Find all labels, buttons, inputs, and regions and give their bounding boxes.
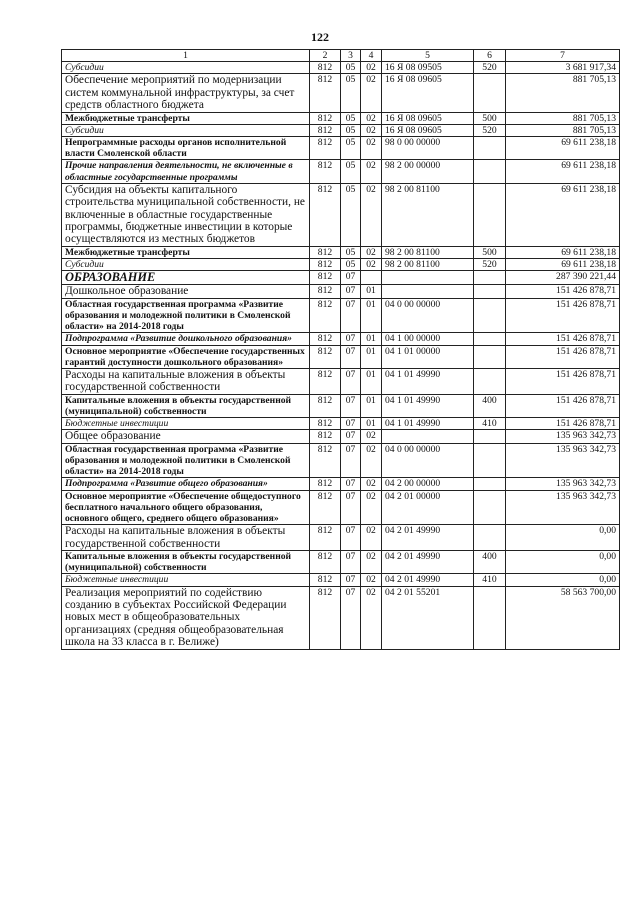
header-col-7: 7 <box>506 50 620 62</box>
row-expense-type <box>474 443 506 478</box>
row-ministry-code: 812 <box>310 285 341 298</box>
row-target-article: 04 2 01 55201 <box>382 586 474 649</box>
row-subsection-code: 02 <box>361 443 382 478</box>
row-section-code: 07 <box>341 345 361 368</box>
row-amount: 69 611 238,18 <box>506 246 620 258</box>
row-subsection-code: 02 <box>361 525 382 551</box>
row-amount: 151 426 878,71 <box>506 368 620 394</box>
row-expense-type: 410 <box>474 574 506 586</box>
row-subsection-code: 02 <box>361 183 382 246</box>
row-description: Прочие направления деятельности, не включенные в областные государственные программы <box>62 160 310 183</box>
row-subsection-code: 02 <box>361 586 382 649</box>
row-subsection-code <box>361 271 382 285</box>
row-description: Непрограммные расходы органов исполнительной власти Смоленской области <box>62 137 310 160</box>
row-section-code: 07 <box>341 574 361 586</box>
row-expense-type: 520 <box>474 62 506 74</box>
row-ministry-code: 812 <box>310 586 341 649</box>
table-row <box>62 586 620 649</box>
row-subsection-code: 01 <box>361 418 382 430</box>
row-target-article: 04 1 01 49990 <box>382 394 474 417</box>
table-row <box>62 137 620 160</box>
row-amount: 881 705,13 <box>506 124 620 136</box>
table-row <box>62 271 620 285</box>
row-section-code: 07 <box>341 285 361 298</box>
row-target-article: 04 2 01 00000 <box>382 490 474 525</box>
row-target-article: 98 0 00 00000 <box>382 137 474 160</box>
row-target-article: 04 0 00 00000 <box>382 443 474 478</box>
row-description: Бюджетные инвестиции <box>62 418 310 430</box>
row-description: Областная государственная программа «Развитие образования и молодежной политики в Смоленской области» на 2014-2018 годы <box>62 298 310 333</box>
row-amount: 69 611 238,18 <box>506 137 620 160</box>
row-ministry-code: 812 <box>310 74 341 112</box>
row-target-article: 04 1 00 00000 <box>382 333 474 345</box>
row-subsection-code: 02 <box>361 574 382 586</box>
row-expense-type: 500 <box>474 246 506 258</box>
row-description: Подпрограмма «Развитие общего образования» <box>62 478 310 490</box>
row-description: Расходы на капитальные вложения в объекты государственной собственности <box>62 525 310 551</box>
row-ministry-code: 812 <box>310 490 341 525</box>
row-subsection-code: 01 <box>361 285 382 298</box>
row-section-code: 07 <box>341 394 361 417</box>
row-subsection-code: 02 <box>361 62 382 74</box>
row-amount: 151 426 878,71 <box>506 418 620 430</box>
row-subsection-code: 02 <box>361 137 382 160</box>
row-target-article: 04 2 01 49990 <box>382 525 474 551</box>
row-ministry-code: 812 <box>310 160 341 183</box>
table-row <box>62 124 620 136</box>
row-ministry-code: 812 <box>310 443 341 478</box>
row-description: Дошкольное образование <box>62 285 310 298</box>
row-description: Областная государственная программа «Развитие образования и молодежной политики в Смоленской области» на 2014-2018 годы <box>62 443 310 478</box>
row-description: Общее образование <box>62 430 310 443</box>
table-row <box>62 160 620 183</box>
row-subsection-code: 02 <box>361 74 382 112</box>
row-subsection-code: 01 <box>361 345 382 368</box>
row-expense-type <box>474 478 506 490</box>
header-col-2: 2 <box>310 50 341 62</box>
row-ministry-code: 812 <box>310 368 341 394</box>
row-section-code: 05 <box>341 183 361 246</box>
row-ministry-code: 812 <box>310 112 341 124</box>
row-section-code: 05 <box>341 112 361 124</box>
row-expense-type <box>474 345 506 368</box>
table-row <box>62 74 620 112</box>
row-section-code: 07 <box>341 298 361 333</box>
row-target-article: 98 2 00 81100 <box>382 246 474 258</box>
row-ministry-code: 812 <box>310 333 341 345</box>
header-col-4: 4 <box>361 50 382 62</box>
row-ministry-code: 812 <box>310 271 341 285</box>
table-row <box>62 394 620 417</box>
row-subsection-code: 02 <box>361 160 382 183</box>
row-amount: 151 426 878,71 <box>506 333 620 345</box>
row-section-code: 07 <box>341 271 361 285</box>
row-expense-type: 520 <box>474 124 506 136</box>
table-row <box>62 112 620 124</box>
row-amount: 0,00 <box>506 525 620 551</box>
row-section-code: 05 <box>341 62 361 74</box>
table-row <box>62 259 620 271</box>
table-row <box>62 368 620 394</box>
row-amount: 3 681 917,34 <box>506 62 620 74</box>
row-subsection-code: 01 <box>361 333 382 345</box>
budget-table <box>61 49 620 650</box>
row-ministry-code: 812 <box>310 574 341 586</box>
row-target-article <box>382 271 474 285</box>
header-col-1: 1 <box>62 50 310 62</box>
row-ministry-code: 812 <box>310 345 341 368</box>
table-row <box>62 418 620 430</box>
row-description: Межбюджетные трансферты <box>62 112 310 124</box>
table-row <box>62 490 620 525</box>
table-row <box>62 246 620 258</box>
row-expense-type <box>474 285 506 298</box>
table-row <box>62 62 620 74</box>
row-expense-type <box>474 137 506 160</box>
row-section-code: 05 <box>341 124 361 136</box>
table-header-row <box>62 50 620 62</box>
row-description: Бюджетные инвестиции <box>62 574 310 586</box>
row-expense-type <box>474 525 506 551</box>
row-subsection-code: 01 <box>361 298 382 333</box>
row-subsection-code: 02 <box>361 478 382 490</box>
row-ministry-code: 812 <box>310 124 341 136</box>
row-expense-type <box>474 160 506 183</box>
row-subsection-code: 02 <box>361 246 382 258</box>
row-target-article: 04 1 01 00000 <box>382 345 474 368</box>
row-amount: 69 611 238,18 <box>506 183 620 246</box>
row-expense-type <box>474 430 506 443</box>
row-subsection-code: 01 <box>361 394 382 417</box>
table-row <box>62 430 620 443</box>
row-description: Субсидии <box>62 124 310 136</box>
header-col-6: 6 <box>474 50 506 62</box>
row-amount: 881 705,13 <box>506 112 620 124</box>
row-target-article <box>382 430 474 443</box>
row-ministry-code: 812 <box>310 394 341 417</box>
row-section-code: 07 <box>341 443 361 478</box>
row-amount: 151 426 878,71 <box>506 394 620 417</box>
row-ministry-code: 812 <box>310 478 341 490</box>
row-subsection-code: 01 <box>361 368 382 394</box>
row-target-article: 16 Я 08 09505 <box>382 62 474 74</box>
row-target-article: 04 2 00 00000 <box>382 478 474 490</box>
row-amount: 151 426 878,71 <box>506 285 620 298</box>
row-section-code: 07 <box>341 430 361 443</box>
row-section-code: 07 <box>341 368 361 394</box>
row-amount: 0,00 <box>506 574 620 586</box>
table-row <box>62 525 620 551</box>
row-ministry-code: 812 <box>310 430 341 443</box>
row-subsection-code: 02 <box>361 259 382 271</box>
row-target-article: 98 2 00 00000 <box>382 160 474 183</box>
row-expense-type: 400 <box>474 550 506 573</box>
row-ministry-code: 812 <box>310 62 341 74</box>
row-amount: 58 563 700,00 <box>506 586 620 649</box>
page-number: 122 <box>311 30 329 44</box>
row-target-article: 98 2 00 81100 <box>382 259 474 271</box>
row-expense-type <box>474 74 506 112</box>
row-expense-type <box>474 368 506 394</box>
row-section-code: 07 <box>341 525 361 551</box>
row-ministry-code: 812 <box>310 525 341 551</box>
row-section-code: 05 <box>341 74 361 112</box>
row-amount: 135 963 342,73 <box>506 443 620 478</box>
row-expense-type: 500 <box>474 112 506 124</box>
row-amount: 881 705,13 <box>506 74 620 112</box>
row-target-article: 04 2 01 49990 <box>382 550 474 573</box>
row-expense-type <box>474 271 506 285</box>
header-col-5: 5 <box>382 50 474 62</box>
row-expense-type: 400 <box>474 394 506 417</box>
row-description: Основное мероприятие «Обеспечение общедоступного бесплатного начального общего образования, основного общего, среднего общего образования» <box>62 490 310 525</box>
row-section-code: 07 <box>341 418 361 430</box>
row-expense-type <box>474 333 506 345</box>
row-amount: 287 390 221,44 <box>506 271 620 285</box>
row-expense-type <box>474 586 506 649</box>
table-row <box>62 574 620 586</box>
row-section-code: 05 <box>341 160 361 183</box>
row-ministry-code: 812 <box>310 418 341 430</box>
table-row <box>62 443 620 478</box>
row-section-code: 07 <box>341 550 361 573</box>
row-section-code: 07 <box>341 490 361 525</box>
row-description: Капитальные вложения в объекты государственной (муниципальной) собственности <box>62 394 310 417</box>
row-ministry-code: 812 <box>310 550 341 573</box>
row-description: Субсидии <box>62 259 310 271</box>
row-description: Расходы на капитальные вложения в объекты государственной собственности <box>62 368 310 394</box>
row-expense-type: 520 <box>474 259 506 271</box>
row-section-code: 07 <box>341 333 361 345</box>
row-section-code: 05 <box>341 246 361 258</box>
row-target-article: 04 2 01 49990 <box>382 574 474 586</box>
row-target-article: 98 2 00 81100 <box>382 183 474 246</box>
row-description: Межбюджетные трансферты <box>62 246 310 258</box>
row-target-article: 16 Я 08 09605 <box>382 112 474 124</box>
row-amount: 69 611 238,18 <box>506 160 620 183</box>
row-amount: 135 963 342,73 <box>506 490 620 525</box>
table-row <box>62 478 620 490</box>
row-subsection-code: 02 <box>361 430 382 443</box>
header-col-3: 3 <box>341 50 361 62</box>
row-amount: 151 426 878,71 <box>506 298 620 333</box>
row-description: Обеспечение мероприятий по модернизации систем коммунальной инфраструктуры, за счет средств областного бюджета <box>62 74 310 112</box>
row-section-code: 07 <box>341 586 361 649</box>
row-section-code: 05 <box>341 259 361 271</box>
row-description: Подпрограмма «Развитие дошкольного образования» <box>62 333 310 345</box>
row-description: Субсидии <box>62 62 310 74</box>
row-ministry-code: 812 <box>310 183 341 246</box>
table-row <box>62 298 620 333</box>
row-amount: 135 963 342,73 <box>506 478 620 490</box>
row-description: Основное мероприятие «Обеспечение государственных гарантий доступности дошкольного образования» <box>62 345 310 368</box>
row-subsection-code: 02 <box>361 124 382 136</box>
row-expense-type <box>474 298 506 333</box>
row-section-code: 07 <box>341 478 361 490</box>
row-amount: 0,00 <box>506 550 620 573</box>
row-ministry-code: 812 <box>310 259 341 271</box>
row-subsection-code: 02 <box>361 490 382 525</box>
row-description: Субсидия на объекты капитального строительства муниципальной собственности, не включенные в областные государственные программы, бюджетные инвестиции в которые осуществляются из местных бюджетов <box>62 183 310 246</box>
table-row <box>62 183 620 246</box>
row-target-article: 04 0 00 00000 <box>382 298 474 333</box>
row-expense-type <box>474 490 506 525</box>
row-target-article: 04 1 01 49990 <box>382 368 474 394</box>
table-row <box>62 333 620 345</box>
row-expense-type: 410 <box>474 418 506 430</box>
row-amount: 69 611 238,18 <box>506 259 620 271</box>
row-subsection-code: 02 <box>361 112 382 124</box>
row-subsection-code: 02 <box>361 550 382 573</box>
row-ministry-code: 812 <box>310 137 341 160</box>
table-row <box>62 285 620 298</box>
row-target-article: 04 1 01 49990 <box>382 418 474 430</box>
row-ministry-code: 812 <box>310 298 341 333</box>
row-amount: 151 426 878,71 <box>506 345 620 368</box>
row-target-article: 16 Я 08 09605 <box>382 124 474 136</box>
row-ministry-code: 812 <box>310 246 341 258</box>
row-description: ОБРАЗОВАНИЕ <box>62 271 310 285</box>
row-amount: 135 963 342,73 <box>506 430 620 443</box>
row-description: Капитальные вложения в объекты государственной (муниципальной) собственности <box>62 550 310 573</box>
row-target-article: 16 Я 08 09605 <box>382 74 474 112</box>
table-row <box>62 345 620 368</box>
row-description: Реализация мероприятий по содействию созданию в субъектах Российской Федерации новых мест в общеобразовательных организациях (средняя общеобразовательная школа на 33 класса в г. Велиже) <box>62 586 310 649</box>
row-expense-type <box>474 183 506 246</box>
row-target-article <box>382 285 474 298</box>
table-row <box>62 550 620 573</box>
row-section-code: 05 <box>341 137 361 160</box>
